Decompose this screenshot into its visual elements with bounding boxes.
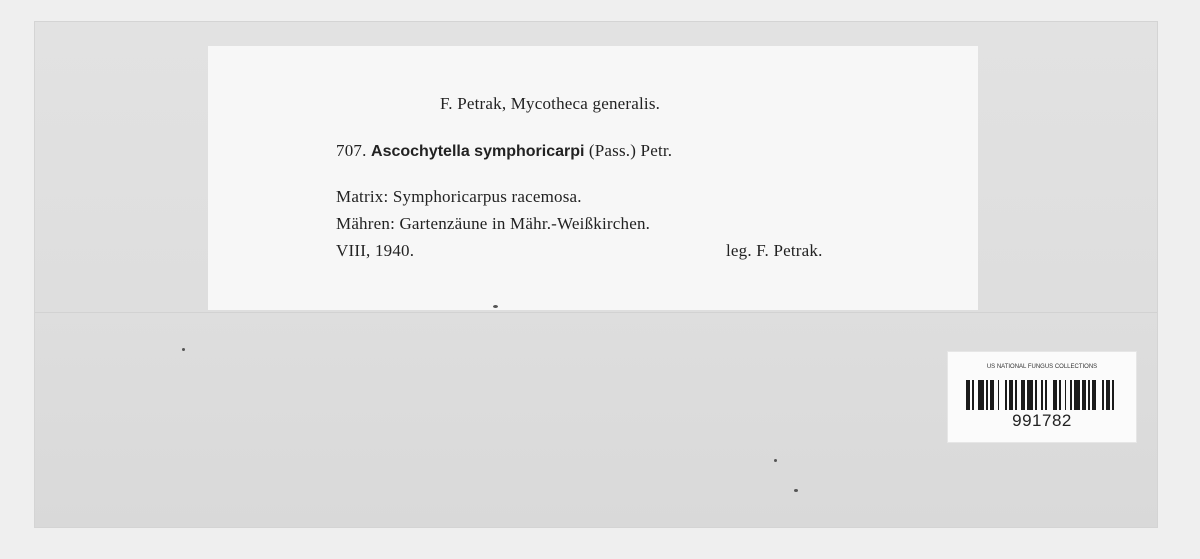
dust-speck	[774, 459, 777, 462]
barcode-number: 991782	[1012, 411, 1072, 430]
dust-speck	[493, 305, 498, 308]
barcode-bar	[1114, 380, 1118, 410]
label-title: F. Petrak, Mycotheca generalis.	[440, 94, 661, 113]
packet-fold-line	[35, 312, 1157, 313]
dust-speck	[794, 489, 798, 492]
barcode-header: US NATIONAL FUNGUS COLLECTIONS	[986, 364, 1098, 370]
species-name: Ascochytella symphoricarpi	[371, 143, 585, 160]
matrix-line: Matrix: Symphoricarpus racemosa.	[336, 187, 582, 206]
dust-speck	[182, 348, 185, 351]
collection-date: VIII, 1940.	[336, 241, 415, 260]
species-line	[336, 141, 672, 161]
collector: leg. F. Petrak.	[726, 241, 823, 260]
barcode-icon	[966, 380, 1118, 410]
locality-line: Mähren: Gartenzäune in Mähr.-Weißkirchen.	[336, 214, 651, 233]
specimen-label	[208, 46, 978, 310]
barcode-label	[948, 352, 1136, 442]
species-authority: (Pass.) Petr.	[588, 141, 673, 160]
exsiccata-number: 707.	[336, 141, 367, 160]
